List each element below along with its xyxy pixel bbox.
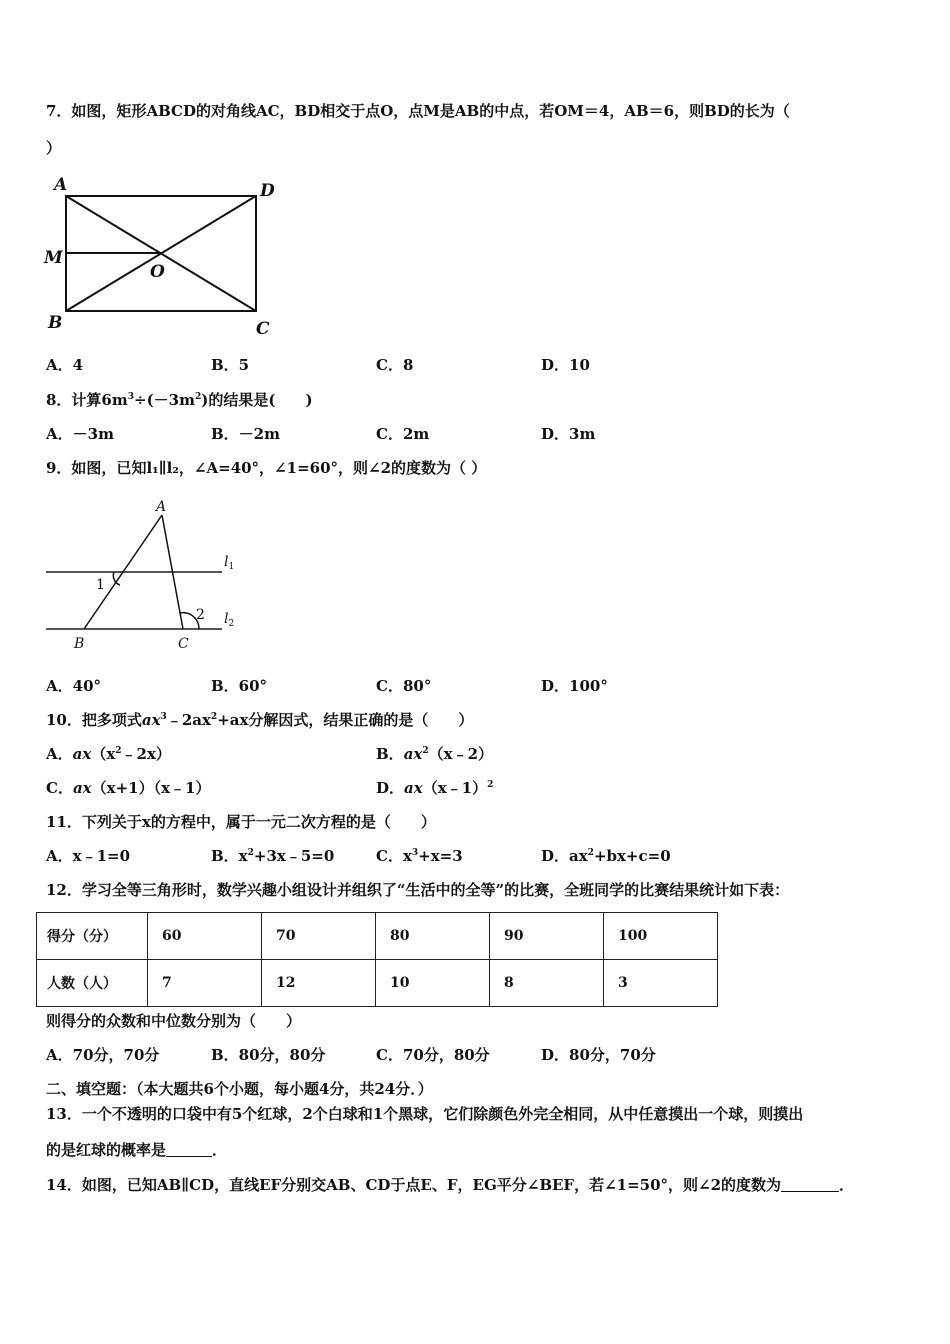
section-heading: 二、填空题：（本大题共6个小题，每小题4分，共24分．）	[46, 1080, 433, 1098]
table-cell: 12	[262, 960, 376, 1007]
q10-option-c[interactable]: C．ax（x+1）（x﹣1）	[46, 779, 211, 797]
table-cell: 10	[376, 960, 490, 1007]
label-o: O	[150, 262, 165, 282]
question-14-text: 14．如图，已知AB∥CD，直线EF分别交AB、CD于点E、F，EG平分∠BEF，若∠1=50°，则∠2的度数为 ．	[46, 1176, 855, 1194]
label-c: C	[256, 319, 270, 339]
q12-option-b[interactable]: B．80分，80分	[211, 1046, 326, 1064]
parallel-lines-figure	[40, 495, 250, 660]
question-13-text-end: 的是红球的概率是 ．	[46, 1141, 228, 1159]
label-angle-1: 1	[96, 577, 105, 593]
question-12-prompt: 则得分的众数和中位数分别为（ ）	[46, 1012, 302, 1030]
answer-blank[interactable]	[166, 1142, 212, 1157]
label-b: B	[48, 313, 63, 333]
q8-option-b[interactable]: B．－2m	[211, 425, 280, 443]
table-cell: 60	[148, 913, 262, 960]
label-angle-2: 2	[196, 607, 205, 623]
label-m: M	[44, 248, 63, 268]
q9-option-c[interactable]: C．80°	[376, 677, 432, 695]
table-cell: 80	[376, 913, 490, 960]
q9-option-a[interactable]: A．40°	[46, 677, 102, 695]
label-l1: $l_1$	[224, 554, 235, 572]
label-l2: $l_2$	[224, 611, 235, 629]
q11-option-d[interactable]: D．$ax^2+bx+c=0$	[541, 847, 671, 865]
table-cell: 100	[604, 913, 718, 960]
q8-option-d[interactable]: D．3m	[541, 425, 596, 443]
q7-option-b[interactable]: B．5	[211, 356, 250, 374]
q8-option-c[interactable]: C．2m	[376, 425, 430, 443]
q8-option-a[interactable]: A．－3m	[46, 425, 114, 443]
q9-option-d[interactable]: D．100°	[541, 677, 608, 695]
answer-blank[interactable]	[781, 1177, 839, 1192]
table-cell: 7	[148, 960, 262, 1007]
table-cell: 90	[490, 913, 604, 960]
q7-option-a[interactable]: A．4	[46, 356, 84, 374]
question-11-text: 11．下列关于x的方程中，属于一元二次方程的是（ ）	[46, 813, 436, 831]
label-d: D	[260, 181, 275, 201]
q10-option-a[interactable]: A．$ax(x^2﹣2x)$	[46, 745, 171, 763]
question-13-text: 13．一个不透明的口袋中有5个红球，2个白球和1个黑球，它们除颜色外完全相同，从中任意摸出一个球，则摸出	[46, 1105, 804, 1123]
q11-option-c[interactable]: C．$x^3+x=3$	[376, 847, 463, 865]
q12-option-d[interactable]: D．80分，70分	[541, 1046, 656, 1064]
rectangle-figure	[40, 170, 290, 340]
question-12-text: 12．学习全等三角形时，数学兴趣小组设计并组织了“生活中的全等”的比赛，全班同学的比赛结果统计如下表：	[46, 881, 790, 899]
question-7-text-end: ）	[46, 139, 62, 157]
label-b: B	[74, 636, 85, 652]
question-10-text: 10．把多项式$ax^3﹣2ax^2+ax$分解因式，结果正确的是（ ）	[46, 711, 474, 729]
q10-option-b[interactable]: B．$ax^2(x﹣2)$	[376, 745, 494, 763]
q12-option-a[interactable]: A．70分，70分	[46, 1046, 160, 1064]
label-a: A	[54, 175, 68, 195]
q9-option-b[interactable]: B．60°	[211, 677, 268, 695]
table-row-score	[37, 913, 718, 960]
q11-option-a[interactable]: A．x﹣1=0	[46, 847, 131, 865]
q10-option-d[interactable]: D．ax（x﹣1）$^2$	[376, 779, 494, 797]
table-header-cell: 得分（分）	[37, 913, 148, 960]
label-a: A	[156, 499, 167, 515]
q12-option-c[interactable]: C．70分，80分	[376, 1046, 490, 1064]
table-header-cell: 人数（人）	[37, 960, 148, 1007]
score-table	[36, 912, 718, 1007]
q7-option-c[interactable]: C．8	[376, 356, 414, 374]
label-c: C	[178, 636, 189, 652]
table-cell: 70	[262, 913, 376, 960]
q7-option-d[interactable]: D．10	[541, 356, 590, 374]
table-cell: 3	[604, 960, 718, 1007]
question-8-text: 8．计算$6m^3\div(-3m^2)$的结果是( )	[46, 391, 313, 409]
question-7-text: 7．如图，矩形ABCD的对角线AC，BD相交于点O，点M是AB的中点，若OM＝4，AB＝6，则BD的长为（	[46, 102, 790, 120]
question-9-text: 9．如图，已知l₁∥l₂，∠A=40°，∠1=60°，则∠2的度数为（ ）	[46, 459, 487, 477]
table-row-count	[37, 960, 718, 1007]
table-cell: 8	[490, 960, 604, 1007]
q11-option-b[interactable]: B．$x^2+3x﹣5=0$	[211, 847, 335, 865]
